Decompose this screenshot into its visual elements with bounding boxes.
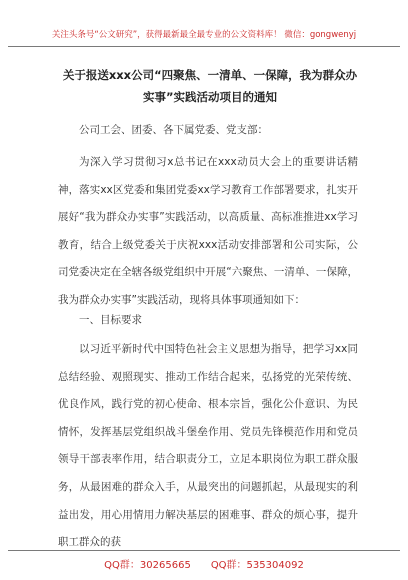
footer-qq-group-2: QQ群：535304092 bbox=[210, 560, 304, 571]
footer-banner bbox=[0, 556, 408, 571]
paragraph-2: 以习近平新时代中国特色社会主义思想为指导，把学习xx同总结经验、观照现实、推动工作结合起来，弘扬党的光荣传统、优良作风，践行党的初心使命、根本宗旨，强化公仆意识、为民情怀，发挥基层党组织战斗堡垒作用、党员先锋模范作用和党员领导干部表率作用，结合职责分工，立足本职岗位为职工群众服务，从最困难的群众入手，从最突出的问题抓起，从最现实的利益出发，用心用情用力解决基层的困难事、群众的烦心事，提升职工群众的获 bbox=[58, 343, 358, 549]
salutation: 公司工会、团委、各下属党委、党支部： bbox=[79, 124, 268, 136]
footer-divider bbox=[8, 550, 400, 551]
footer-qq-group-1: QQ群：30265665 bbox=[104, 560, 191, 571]
header-banner: 关注头条号“公文研究”，获得最新最全最专业的公文资料库！ 微信：gongwenyj bbox=[51, 30, 357, 40]
paragraph-1: 为深入学习贯彻习x总书记在xxx动员大会上的重要讲话精神，落实xx区党委和集团党委xx学习教育工作部署要求，扎实开展好“我为群众办实事”实践活动，以高质量、高标准推进xx学习教育，结合上级党委关于庆祝xxx活动安排部署和公司实际，公司党委决定在全辖各级党组织中开展“六聚焦、一清单、一保障，我为群众办实事”实践活动，现将具体事项通知如下： bbox=[58, 156, 358, 306]
header-divider bbox=[8, 46, 400, 47]
section-heading-1: 一、目标要求 bbox=[79, 314, 142, 326]
document-title: 关于报送xxx公司“四聚焦、一清单、一保障，我为群众办实事”实践活动项目的通知 bbox=[62, 68, 358, 104]
